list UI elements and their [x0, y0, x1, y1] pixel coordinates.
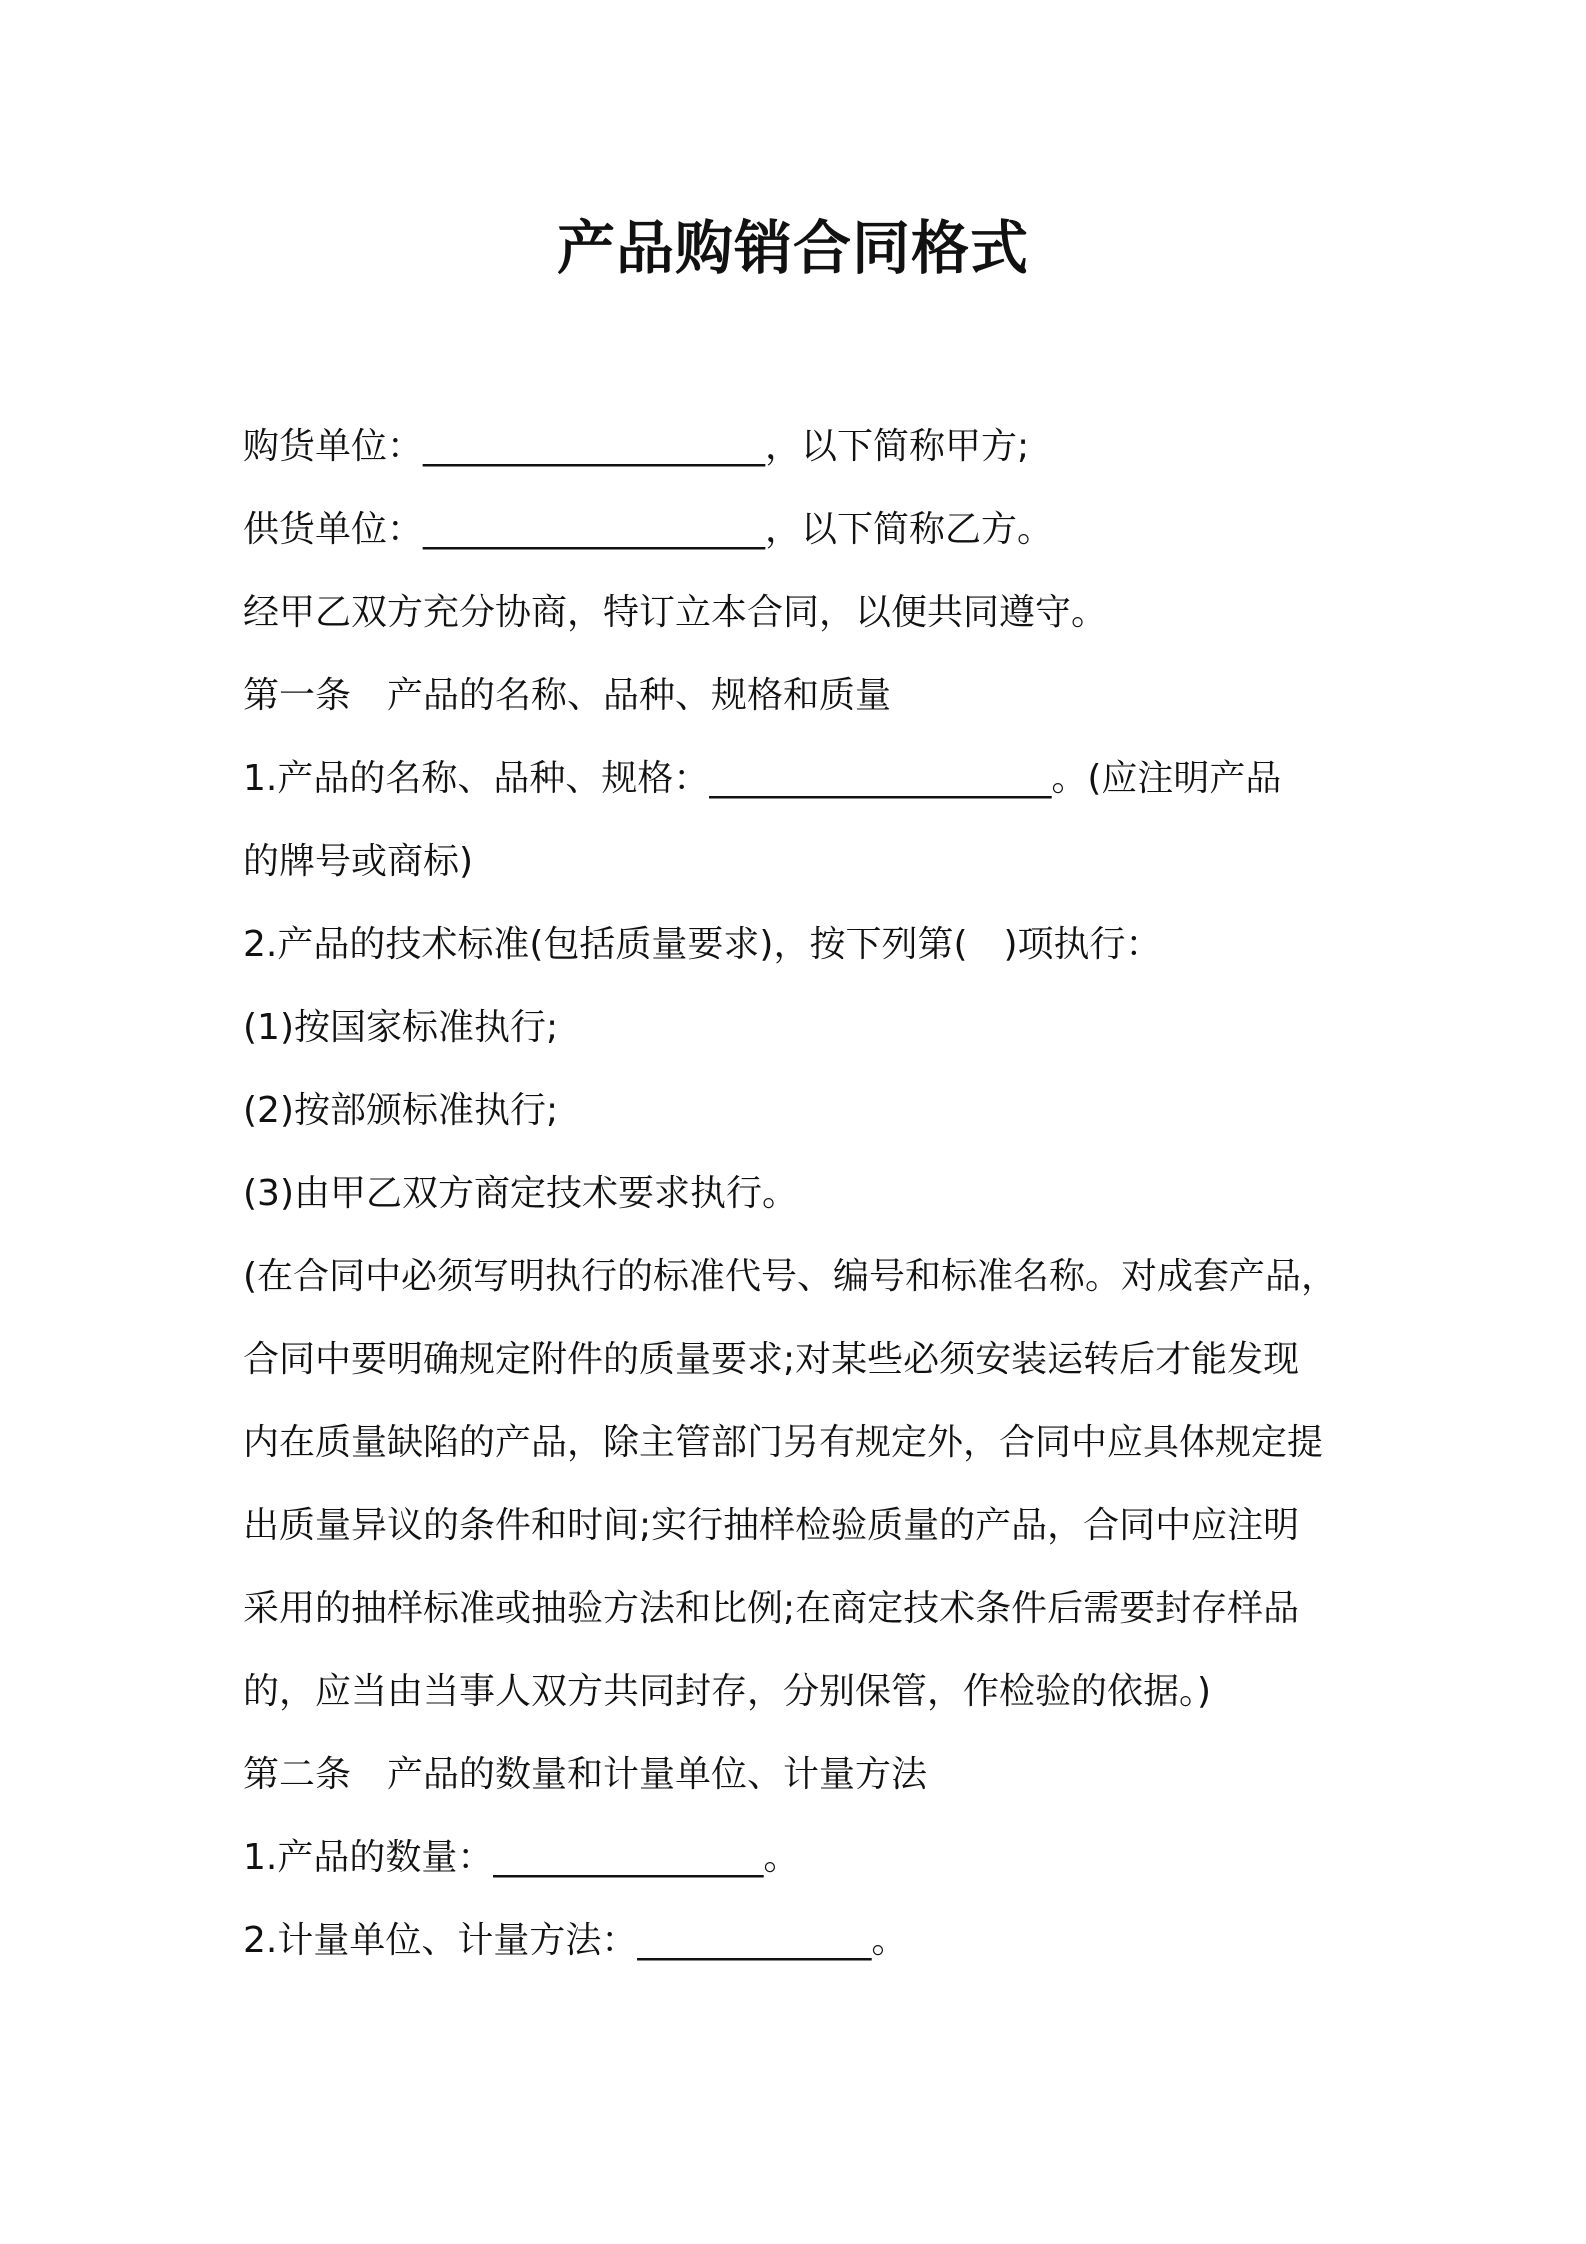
standard-option-2: (2)按部颁标准执行; [243, 1090, 559, 1131]
contract-body [243, 405, 1373, 1982]
quality-note-line-4: 出质量异议的条件和时间;实行抽样检验质量的产品，合同中应注明 [243, 1505, 1300, 1546]
quality-note-line-5: 采用的抽样标准或抽验方法和比例;在商定技术条件后需要封存样品 [243, 1588, 1300, 1629]
quality-note-line-2: 合同中要明确规定附件的质量要求;对某些必须安装运转后才能发现 [243, 1339, 1300, 1380]
standard-option-3: (3)由甲乙双方商定技术要求执行。 [243, 1173, 798, 1214]
article-one-heading: 第一条 产品的名称、品种、规格和质量 [243, 675, 892, 716]
product-spec-line: 1.产品的名称、品种、规格：___________________。(应注明产品 [243, 758, 1282, 799]
document-title: 产品购销合同格式 [556, 214, 1029, 282]
product-quantity-line: 1.产品的数量：_______________。 [243, 1837, 800, 1878]
quality-note-line-6: 的，应当由当事人双方共同封存，分别保管，作检验的依据。) [243, 1671, 1212, 1712]
quality-note-line-3: 内在质量缺陷的产品，除主管部门另有规定外，合同中应具体规定提 [243, 1422, 1324, 1463]
standard-option-1: (1)按国家标准执行; [243, 1007, 559, 1048]
agreement-statement: 经甲乙双方充分协商，特订立本合同，以便共同遵守。 [243, 592, 1108, 633]
buyer-unit-line: 购货单位：___________________，以下简称甲方; [243, 426, 1030, 467]
measurement-method-line: 2.计量单位、计量方法：_____________。 [243, 1920, 908, 1961]
quality-note-line-1: (在合同中必须写明执行的标准代号、编号和标准名称。对成套产品， [243, 1256, 1338, 1297]
product-spec-continuation: 的牌号或商标) [243, 841, 474, 882]
technical-standard-line: 2.产品的技术标准(包括质量要求)，按下列第( )项执行： [243, 924, 1162, 965]
article-two-heading: 第二条 产品的数量和计量单位、计量方法 [243, 1754, 928, 1795]
supplier-unit-line: 供货单位：___________________，以下简称乙方。 [243, 509, 1054, 550]
